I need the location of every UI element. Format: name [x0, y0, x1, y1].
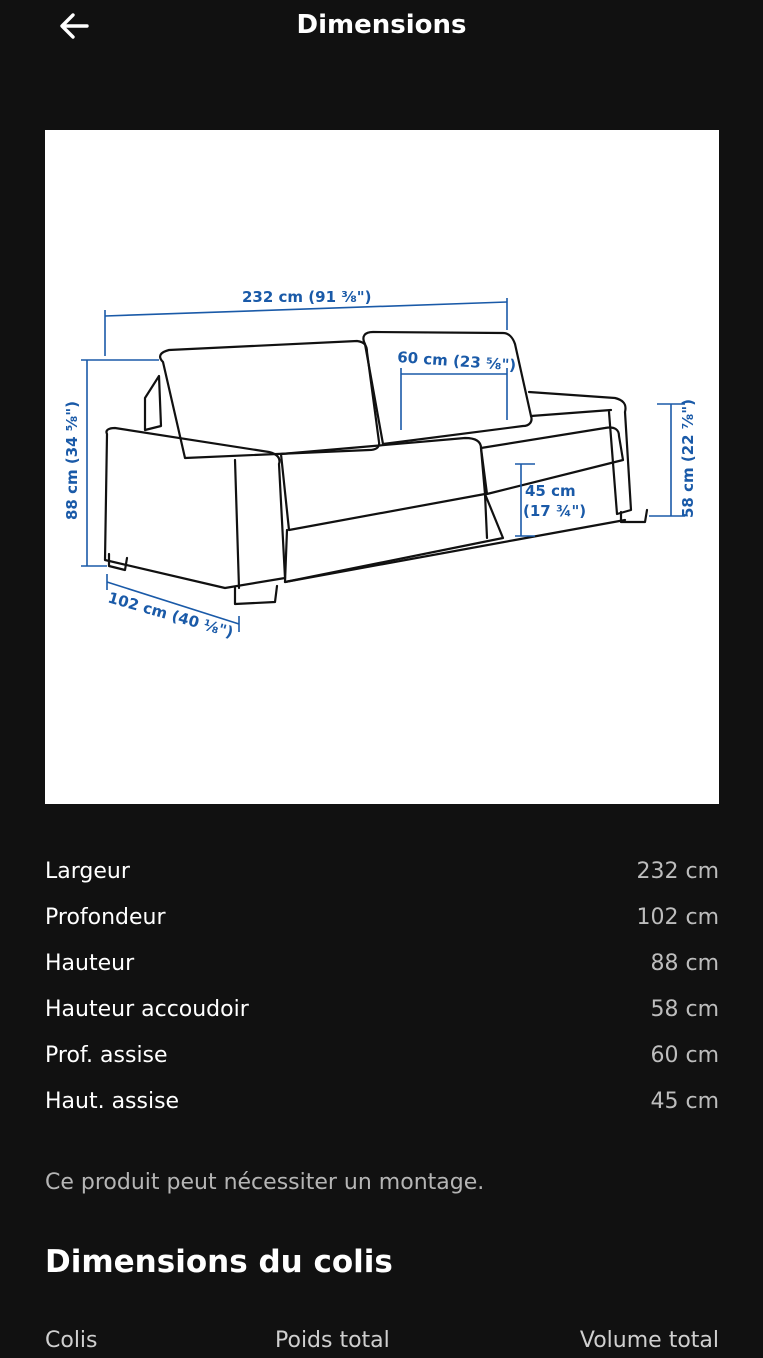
dimension-label: Prof. assise: [45, 1042, 168, 1068]
dimension-row-prof-assise: [45, 1032, 719, 1078]
package-col-volume: Volume total: [579, 1328, 719, 1353]
package-section-title: Dimensions du colis: [45, 1244, 393, 1280]
dimension-label: Profondeur: [45, 904, 166, 930]
page-title: Dimensions: [296, 10, 467, 40]
sofa-drawing: [105, 332, 647, 604]
dimension-lines: [81, 298, 685, 632]
dimension-value: 88 cm: [650, 950, 719, 976]
seat-depth-label: 60 cm (23 ⅝"): [396, 348, 517, 375]
top-bar: [0, 0, 763, 56]
seat-height-in-label: (17 ¾"): [523, 502, 587, 520]
dimension-label: Hauteur accoudoir: [45, 996, 249, 1022]
depth-label: 102 cm (40 ⅛"): [105, 588, 236, 642]
package-col-colis: Colis: [45, 1328, 98, 1353]
dimension-row-hauteur-accoudoir: [45, 986, 719, 1032]
armrest-height-label: 58 cm (22 ⅞"): [679, 399, 697, 518]
width-label: 232 cm (91 ⅜"): [242, 288, 372, 306]
dimension-label: Haut. assise: [45, 1088, 180, 1114]
dimensions-list: [45, 848, 719, 1124]
dimension-value: 45 cm: [650, 1088, 719, 1114]
dimension-row-profondeur: [45, 894, 719, 940]
dimension-value: 102 cm: [636, 904, 719, 930]
sofa-diagram-svg: [45, 130, 719, 804]
dimension-value: 58 cm: [650, 996, 719, 1022]
dimension-row-largeur: [45, 848, 719, 894]
package-table-header: [45, 1328, 719, 1358]
dimension-label: Largeur: [45, 858, 130, 884]
dimension-label: Hauteur: [45, 950, 135, 976]
dimension-row-haut-assise: [45, 1078, 719, 1124]
sofa-dimensions-diagram: [45, 130, 719, 804]
dimension-value: 60 cm: [650, 1042, 719, 1068]
assembly-note: Ce produit peut nécessiter un montage.: [45, 1170, 485, 1195]
height-label: 88 cm (34 ⅝"): [63, 401, 81, 520]
dimension-value: 232 cm: [636, 858, 719, 884]
package-col-weight: Poids total: [275, 1328, 390, 1353]
dimension-row-hauteur: [45, 940, 719, 986]
seat-height-cm-label: 45 cm: [525, 482, 576, 500]
